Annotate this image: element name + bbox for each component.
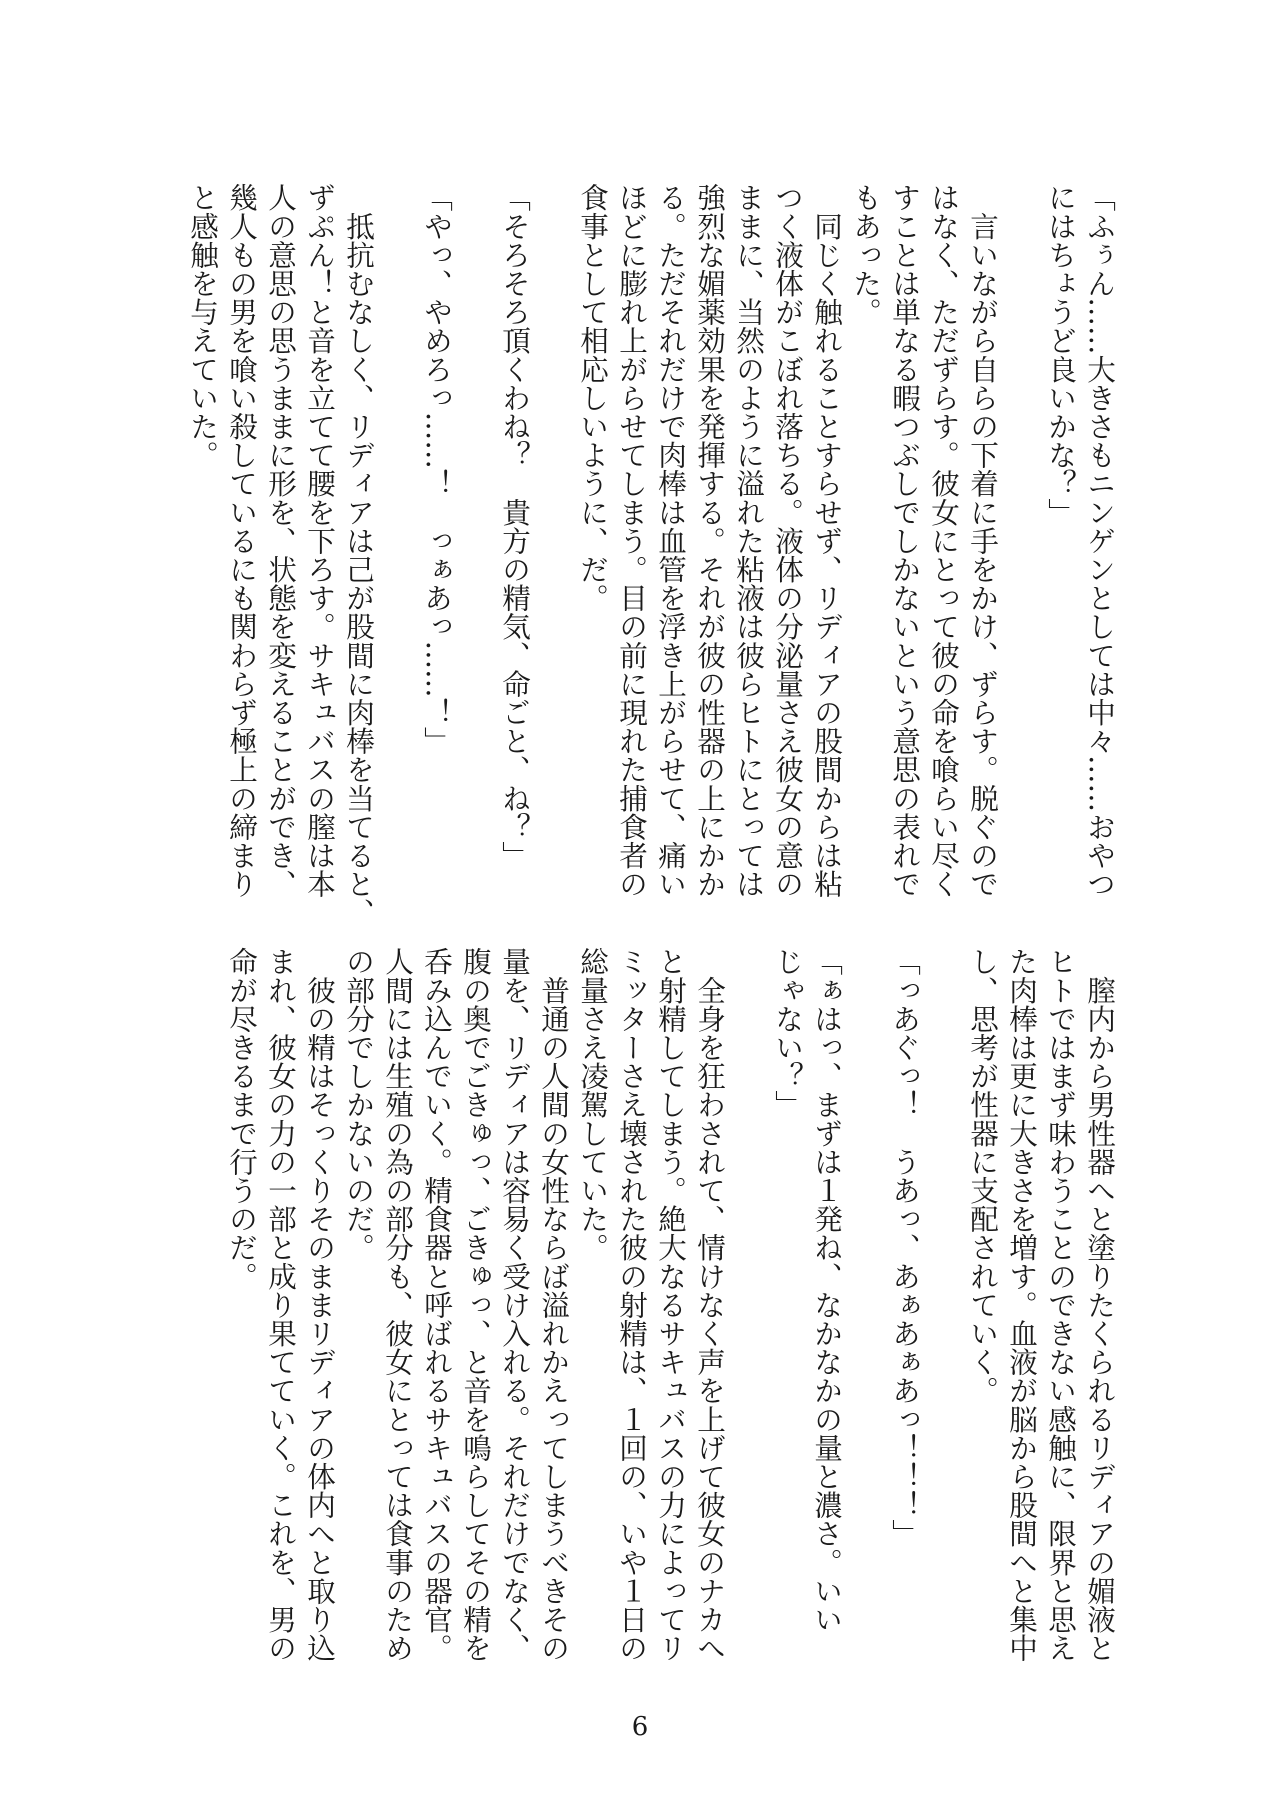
text-line: 同じく触れることすらせず、リディアの股間からは粘 <box>810 183 844 898</box>
text-line: 食事として相応しいように、だ。 <box>576 183 610 612</box>
text-line: 「ふぅん……大きさもニンゲンとしては中々……おやつ <box>1083 183 1117 898</box>
lower-text-block <box>222 947 1119 1662</box>
upper-text-block <box>183 183 1119 927</box>
text-line: と射精してしまう。絶大なるサキュバスの力によってリ <box>654 947 688 1662</box>
text-line: る。ただそれだけで肉棒は血管を浮き上がらせて、痛い <box>654 183 688 898</box>
text-line: 腹の奥でごきゅっ、ごきゅっ、と音を鳴らしてその精を <box>459 947 493 1662</box>
text-line: もあった。 <box>849 183 883 326</box>
text-line <box>729 947 768 1647</box>
text-line: 幾人もの男を喰い殺しているにも関わらず極上の締まり <box>225 183 259 898</box>
text-line: ずぷん！と音を立てて腰を下ろす。サキュバスの膣は本 <box>303 183 337 898</box>
text-line: 人の意思の思うままに形を、状態を変えることができ、 <box>264 183 298 898</box>
text-line: 普通の人間の女性ならば溢れかえってしまうべきその <box>537 947 571 1662</box>
text-line: ヒトではまず味わうことのできない感触に、限界と思え <box>1044 947 1078 1662</box>
text-line: にはちょうど良いかな？」 <box>1044 183 1078 527</box>
text-line: すことは単なる暇つぶしでしかないという意思の表れで <box>888 183 922 898</box>
text-line: 膣内から男性器へと塗りたくられるリディアの媚液と <box>1083 947 1117 1662</box>
text-line: 命が尽きるまで行うのだ。 <box>225 947 259 1291</box>
text-line: の部分でしかないのだ。 <box>342 947 376 1262</box>
text-line <box>924 947 963 1647</box>
text-line <box>846 947 885 1647</box>
text-line: 「やっ、やめろっ……！ っぁあっ……！」 <box>420 183 454 755</box>
text-line: 呑み込んでいく。精食器と呼ばれるサキュバスの器官。 <box>420 947 454 1662</box>
text-line: 「っあぐっ！ うあっ、あぁあぁあっ！！！」 <box>888 947 922 1548</box>
text-line <box>1002 183 1041 883</box>
text-line <box>534 183 573 883</box>
text-line <box>456 183 495 883</box>
text-line: ほどに膨れ上がらせてしまう。目の前に現れた捕食者の <box>615 183 649 898</box>
text-line: ままに、当然のように溢れた粘液は彼らヒトにとっては <box>732 183 766 898</box>
text-line: 「ぁはっ、まずは１発ね、なかなかの量と濃さ。いい <box>810 947 844 1634</box>
text-line: つく液体がこぼれ落ちる。液体の分泌量さえ彼女の意の <box>771 183 805 898</box>
page-number: 6 <box>631 1712 649 1742</box>
text-line: 人間には生殖の為の部分も、彼女にとっては食事のため <box>381 947 415 1662</box>
text-line <box>378 183 417 883</box>
text-line: はなく、ただずらす。彼女にとって彼の命を喰らい尽く <box>927 183 961 898</box>
text-line: 「そろそろ頂くわね？ 貴方の精気、命ごと、ね？」 <box>498 183 532 870</box>
text-line: 抵抗むなしく、リディアは己が股間に肉棒を当てると、 <box>342 183 376 927</box>
text-line: 言いながら自らの下着に手をかけ、ずらす。脱ぐので <box>966 183 1000 898</box>
text-line: 全身を狂わされて、情けなく声を上げて彼女のナカへ <box>693 947 727 1662</box>
text-line: 量を、リディアは容易く受け入れる。それだけでなく、 <box>498 947 532 1662</box>
text-line: じゃない？」 <box>771 947 805 1119</box>
text-line: 強烈な媚薬効果を発揮する。それが彼の性器の上にかか <box>693 183 727 898</box>
text-line: ミッターさえ壊された彼の射精は、１回の、いや１日の <box>615 947 649 1662</box>
text-line: 総量さえ凌駕していた。 <box>576 947 610 1262</box>
text-line: た肉棒は更に大きさを増す。血液が脳から股間へと集中 <box>1005 947 1039 1662</box>
text-line: まれ、彼女の力の一部と成り果てていく。これを、男の <box>264 947 298 1662</box>
text-line: と感触を与えていた。 <box>186 183 220 469</box>
text-line: 彼の精はそっくりそのままリディアの体内へと取り込 <box>303 947 337 1662</box>
text-line: し、思考が性器に支配されていく。 <box>966 947 1000 1405</box>
